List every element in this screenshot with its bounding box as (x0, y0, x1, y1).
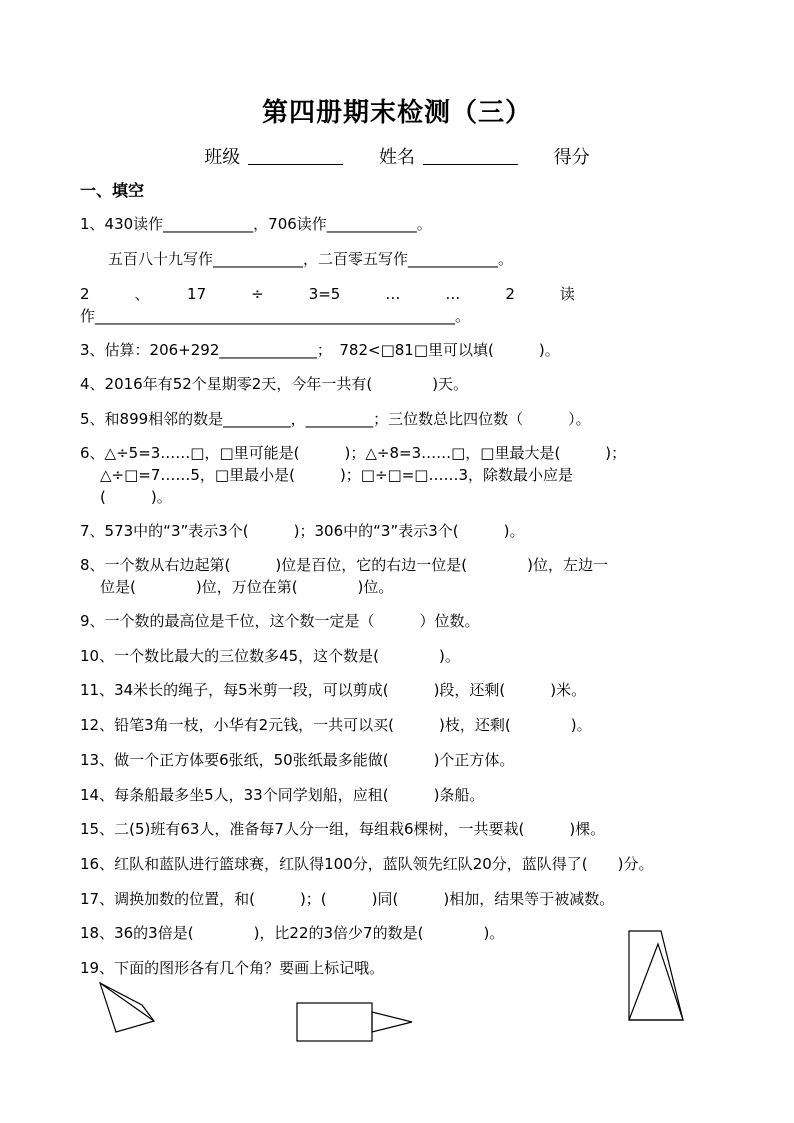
question-9: 9、一个数的最高位是千位，这个数一定是（ ）位数。 (80, 612, 480, 630)
question-2-line-2: 作________________________________________________。 (80, 307, 471, 325)
question-19: 19、下面的图形各有几个角？要画上标记哦。 (80, 959, 385, 977)
question-6-line-2: △÷□=7……5，□里最小是( )；□÷□=□……3，除数最小应是 (100, 466, 574, 484)
question-5: 5、和899相邻的数是_________，_________；三位数总比四位数（ ）。 (80, 410, 591, 428)
class-blank[interactable] (248, 146, 343, 165)
figure-quadrilateral (96, 975, 160, 1037)
question-7: 7、573中的“3”表示3个( )；306中的“3”表示3个( )。 (80, 522, 525, 540)
class-label: 班级 (204, 147, 241, 168)
question-1-line-1: 1、430读作____________，706读作____________。 (80, 215, 432, 233)
figure-rectangle-with-triangle (294, 1000, 418, 1046)
score-label: 得分 (553, 147, 590, 168)
section-title: 一、填空 (80, 181, 145, 200)
question-4: 4、2016年有52个星期零2天，今年一共有( )天。 (80, 375, 469, 393)
question-18: 18、36的3倍是( )，比22的3倍少7的数是( )。 (80, 924, 505, 942)
question-8-line-2: 位是( )位，万位在第( )位。 (100, 578, 394, 596)
name-label: 姓名 (379, 147, 415, 168)
name-blank[interactable] (423, 146, 518, 165)
question-1-line-2: 五百八十九写作____________，二百零五写作____________。 (108, 250, 514, 268)
question-16: 16、红队和蓝队进行篮球赛，红队得100分，蓝队领先红队20分，蓝队得了( )分。 (80, 855, 654, 873)
question-13: 13、做一个正方体要6张纸，50张纸最多能做( )个正方体。 (80, 751, 515, 769)
question-6-line-1: 6、△÷5=3……□，□里可能是( )；△÷8=3……□，□里最大是( )； (80, 444, 627, 462)
question-8-line-1: 8、一个数从右边起第( )位是百位，它的右边一位是( )位，左边一 (80, 556, 608, 574)
question-11: 11、34米长的绳子，每5米剪一段，可以剪成( )段，还剩( )米。 (80, 681, 587, 699)
figure-rectangle-with-inner-triangle (626, 926, 686, 1024)
student-info-line (0, 143, 794, 169)
page-title: 第四册期末检测（三） (261, 98, 532, 128)
question-14: 14、每条船最多坐5人，33个同学划船，应租( )条船。 (80, 786, 485, 804)
question-3: 3、估算：206+292_____________； 782<□81□里可以填( )。 (80, 341, 560, 359)
question-15: 15、二(5)班有63人，准备每7人分一组，每组栽6棵树，一共要栽( )棵。 (80, 820, 606, 838)
question-12: 12、铅笔3角一枝，小华有2元钱，一共可以买( )枝，还剩( )。 (80, 716, 592, 734)
question-2-line-1: 2 、 17 ÷ 3=5 … … 2 读 (80, 285, 575, 303)
question-10: 10、一个数比最大的三位数多45，这个数是( )。 (80, 647, 460, 665)
question-6-line-3: ( )。 (100, 488, 172, 506)
question-17: 17、调换加数的位置，和( )；( )同( )相加，结果等于被减数。 (80, 890, 615, 908)
